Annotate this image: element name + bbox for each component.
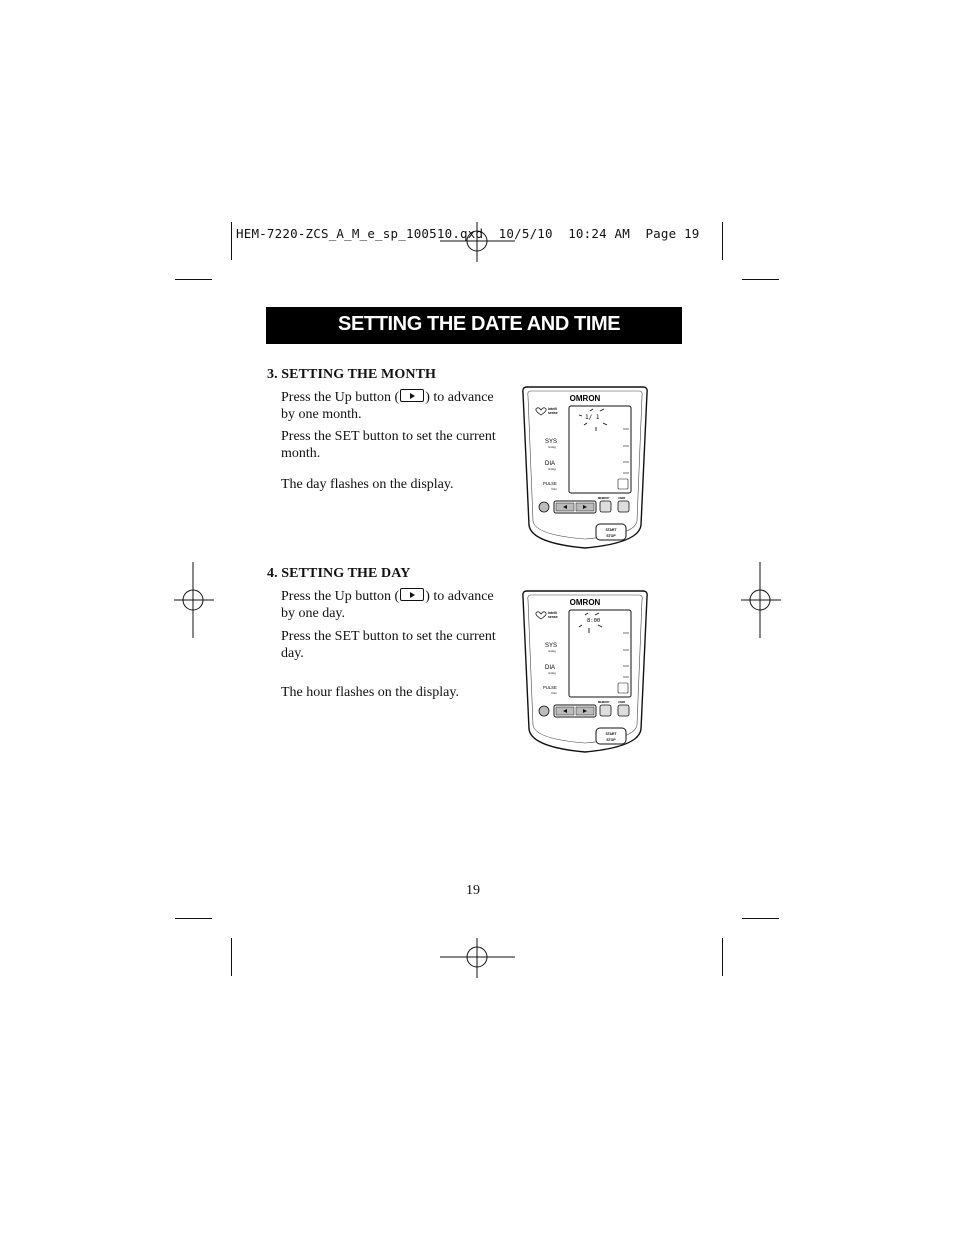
registration-mark-right [741,562,781,638]
intellisense-label: Intelli [548,407,557,411]
crop-mark [175,279,212,280]
dia-unit: mmHg [548,468,556,471]
crop-mark [231,222,232,260]
instruction-text: ) to advance by one day. [281,589,494,621]
set-button-icon [539,706,549,716]
user-button-icon [618,501,629,512]
section-heading-day: 4. SETTING THE DAY [267,566,411,581]
instruction-set-button-month: Press the SET button to set the current month. [281,429,496,461]
note-day-flashes: The day flashes on the display. [281,477,454,492]
crop-mark [722,938,723,976]
intellisense-label: sense [548,615,558,619]
instruction-text: Press the Up button ( [281,390,400,405]
memory-button-icon [600,501,611,512]
crop-mark [722,222,723,260]
crop-mark [742,918,779,919]
pulse-label: PULSE [543,685,557,690]
memory-button-icon [600,705,611,716]
sys-unit: mmHg [548,650,556,653]
crop-mark [231,938,232,976]
sys-label: SYS [545,439,558,445]
up-button-icon [400,588,424,601]
instruction-text: ) to advance by one month. [281,390,494,422]
sys-unit: mmHg [548,446,556,449]
start-label: START [605,732,617,736]
brand-logo: OMRON [569,598,601,607]
intellisense-label: Intelli [548,611,557,615]
brand-logo: OMRON [569,394,601,403]
page-title: SETTING THE DATE AND TIME [338,313,621,335]
crop-mark [175,918,212,919]
user-label: USER [618,497,626,500]
note-hour-flashes: The hour flashes on the display. [281,685,459,700]
dia-label: DIA [545,461,556,467]
registration-mark-top [440,222,515,262]
file-slug: HEM-7220-ZCS_A_M_e_sp_100510.qxd 10/5/10 10:24 AM Page 19 [236,226,700,241]
instruction-set-button-day: Press the SET button to set the current day. [281,629,496,661]
section-title-bar [266,307,682,344]
monitor-illustration-day [521,589,649,755]
instruction-up-button-day [281,588,506,622]
user-label: USER [618,701,626,704]
display-time: 8:00 [587,618,601,624]
registration-mark-left [174,562,214,638]
memory-label: MEMORY [598,701,610,704]
instruction-text: Press the Up button ( [281,589,400,604]
set-button-icon [539,502,549,512]
crop-mark [742,279,779,280]
pulse-label: PULSE [543,481,557,486]
memory-label: MEMORY [598,497,610,500]
instruction-up-button-month [281,389,506,423]
page-number: 19 [466,883,480,898]
display-date: 1/ 1 [585,414,600,421]
pulse-unit: /min [551,487,557,491]
section-heading-month: 3. SETTING THE MONTH [267,367,437,382]
intellisense-label: sense [548,411,558,415]
monitor-illustration-month [521,385,649,551]
lcd-screen [569,406,631,493]
start-label: START [605,528,617,532]
user-button-icon [618,705,629,716]
sys-label: SYS [545,643,558,649]
pulse-unit: /min [551,691,557,695]
up-button-icon [400,389,424,402]
stop-label: STOP [606,534,616,538]
registration-mark-bottom [440,938,515,978]
dia-unit: mmHg [548,672,556,675]
dia-label: DIA [545,665,556,671]
stop-label: STOP [606,738,616,742]
